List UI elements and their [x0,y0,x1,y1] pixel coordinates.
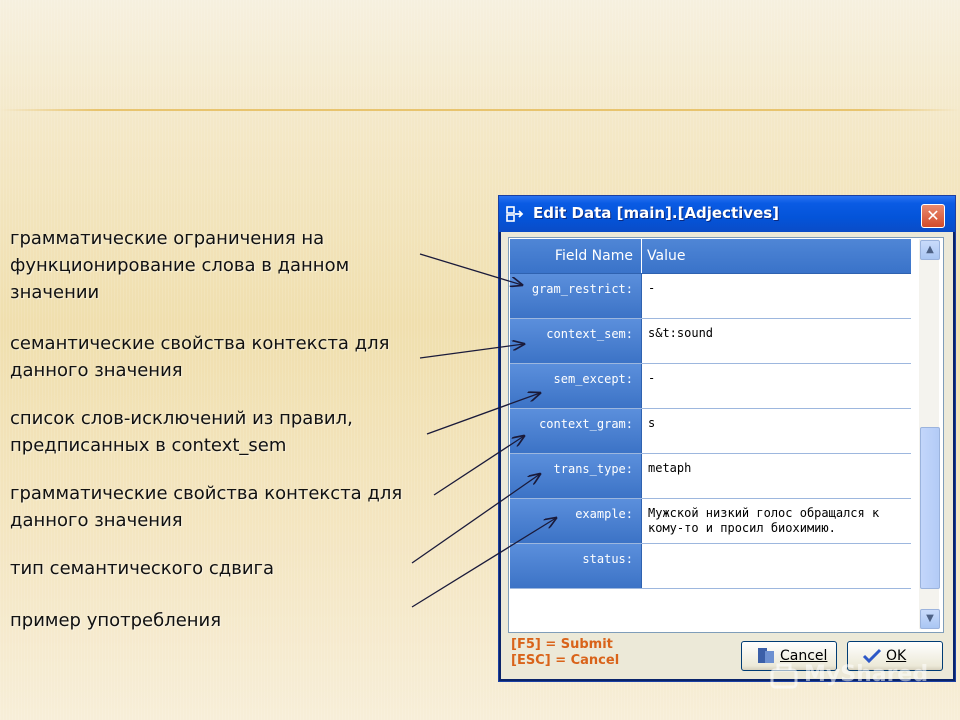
caption-line: предписанных в context_sem [10,435,287,456]
field-value-cell[interactable]: s&t:sound [648,326,714,340]
close-button[interactable]: ✕ [921,204,945,228]
caption-line: данного значения [10,360,183,381]
field-name-cell: context_sem: [510,319,642,363]
caption-line: пример употребления [10,610,222,631]
field-value-cell[interactable]: Мужской низкий голос обращался к кому-то и просил биохимию. [648,506,880,535]
caption-line: семантические свойства контекста для [10,333,390,354]
column-header-value[interactable]: Value [647,248,686,264]
arrow-gram-restrict [420,254,522,285]
column-header-field-name[interactable]: Field Name [510,239,642,273]
caption-line: грамматические свойства контекста для [10,483,403,504]
watermark-logo [770,660,930,692]
caption-line: функционирование слова в данном [10,255,350,276]
cancel-label: Cancel [780,648,828,664]
field-name-cell: example: [510,499,642,543]
scroll-down-button[interactable]: ▼ [920,609,940,629]
field-name-cell: status: [510,544,642,588]
arrow-sem-except [427,393,540,434]
dialog-title: Edit Data [main].[Adjectives] [533,204,780,222]
field-value-cell[interactable]: - [648,281,656,295]
field-name-cell: context_gram: [510,409,642,453]
caption-line: значении [10,282,100,303]
caption-line: список слов-исключений из правил, [10,408,353,429]
caption-line: грамматические ограничения на [10,228,325,249]
watermark-icon [770,662,800,690]
field-value-cell[interactable]: metaph [648,461,692,475]
arrow-trans-type [412,474,540,563]
caption-line: данного значения [10,510,183,531]
watermark-text: MyShared [804,662,929,687]
field-name-cell: sem_except: [510,364,642,408]
arrow-example [412,518,556,607]
hint-cancel: [ESC] = Cancel [511,653,620,668]
arrow-context-gram [434,436,524,495]
hint-submit: [F5] = Submit [511,637,613,652]
field-value-cell[interactable]: s [648,416,656,430]
scroll-up-button[interactable]: ▲ [920,240,940,260]
arrow-context-sem [420,344,524,358]
field-value-cell[interactable]: - [648,371,656,385]
ok-label: OK [886,648,907,664]
caption-line: тип семантического сдвига [10,558,275,579]
field-name-cell: gram_restrict: [510,274,642,318]
field-name-cell: trans_type: [510,454,642,498]
